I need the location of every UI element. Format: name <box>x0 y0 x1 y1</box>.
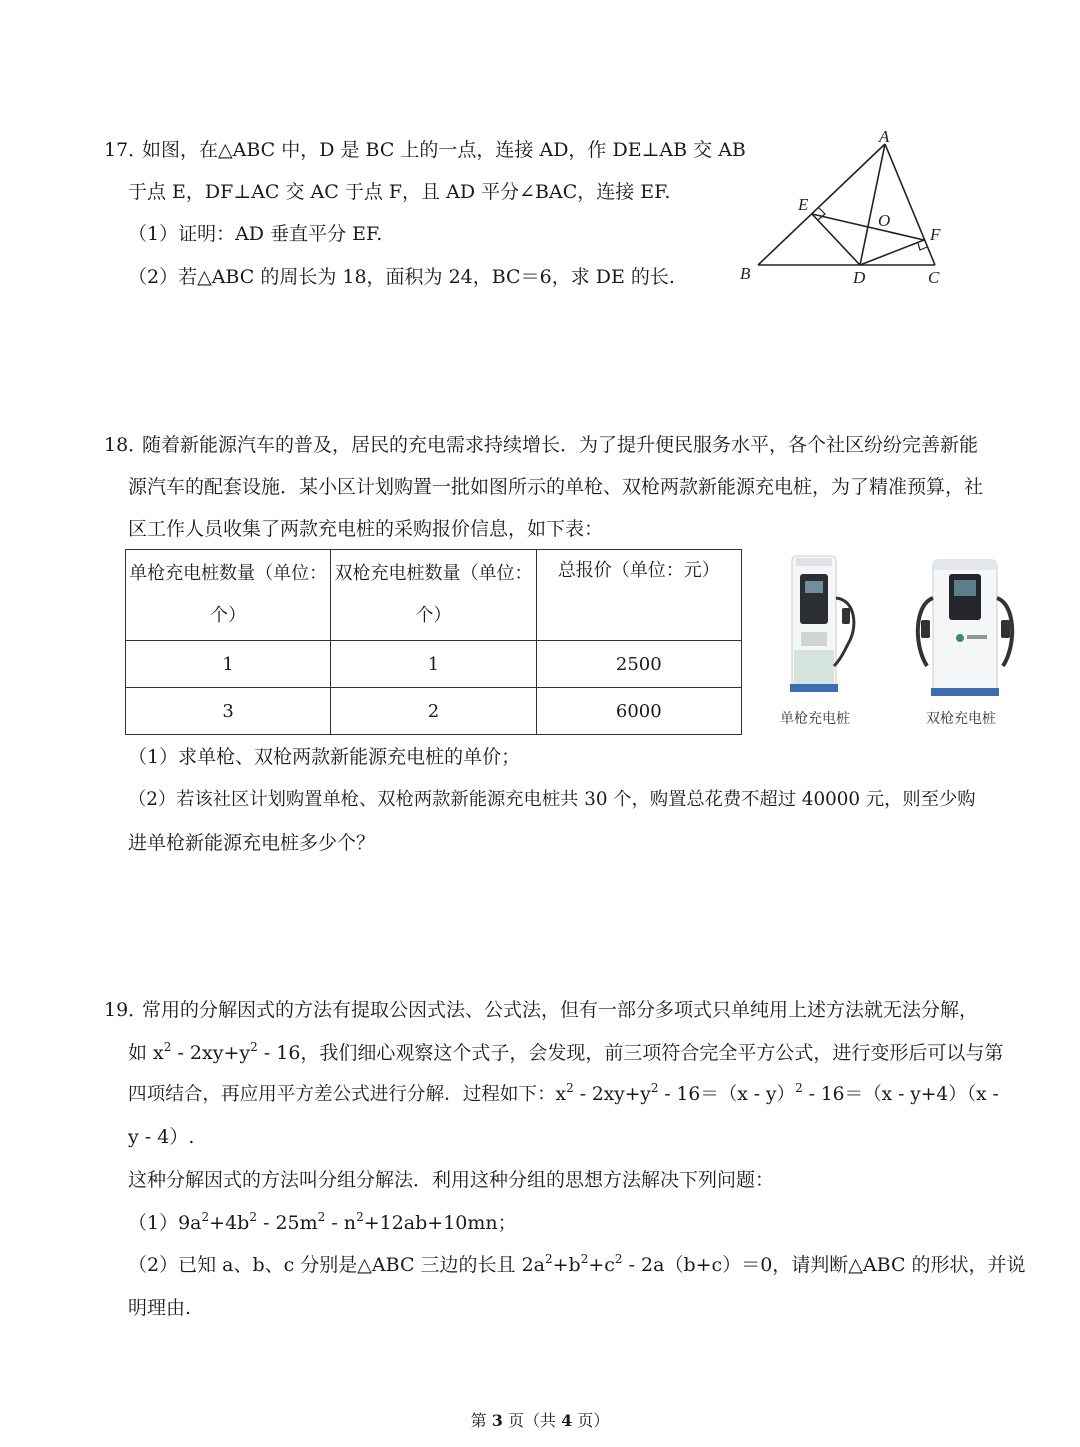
q19-line1: 常用的分解因式的方法有提取公因式法、公式法，但有一部分多项式只单纯用上述方法就无法分解， <box>142 999 979 1021</box>
table-row <box>126 641 742 688</box>
single-gun-caption: 单枪充电桩 <box>780 711 850 727</box>
q17-line1: 如图，在△ABC 中，D 是 BC 上的一点，连接 AD，作 DE⊥AB 交 AB <box>142 139 746 161</box>
label-a: A <box>879 128 890 146</box>
q17-number: 17． <box>104 139 148 161</box>
label-b: B <box>740 264 751 283</box>
current-page-number: 3 <box>491 1411 503 1430</box>
q18-part2-line1: （2）若该社区计划购置单枪、双枪两款新能源充电桩共 30 个，购置总花费不超过 40000 元，则至少购 <box>128 789 976 810</box>
q17-line2: 于点 E，DF⊥AC 交 AC 于点 F，且 AD 平分∠BAC，连接 EF. <box>128 181 671 203</box>
q18-part2-line2: 进单枪新能源充电桩多少个？ <box>128 832 376 854</box>
q18-line3: 区工作人员收集了两款充电桩的采购报价信息，如下表： <box>128 518 604 540</box>
segment-df <box>860 240 924 265</box>
double-gun-caption: 双枪充电桩 <box>926 711 996 727</box>
q19-line3: 四项结合，再应用平方差公式进行分解．过程如下：$x^2 - 2xy+y^2 - 16=(x - y)^2 - 16=(x - y+4)(x$ - <box>128 1081 999 1105</box>
table-cell: 6000 <box>536 688 741 735</box>
right-angle-e <box>818 208 825 220</box>
q19-number: 19． <box>104 999 148 1021</box>
segment-ad <box>860 144 885 265</box>
q19-line4: y - 4）. <box>128 1126 195 1148</box>
label-c: C <box>928 268 940 287</box>
table-cell: 1 <box>331 641 536 688</box>
table-cell: 3 <box>126 688 331 735</box>
table-cell: 1 <box>126 641 331 688</box>
q18-line1: 随着新能源汽车的普及，居民的充电需求持续增长．为了提升便民服务水平，各个社区纷纷完善新能 <box>142 434 979 456</box>
page-footer: 第 3 页（共 4 页） <box>470 1411 610 1430</box>
q19-line2: 如 $x^2 - 2xy+y^2 - 16$，我们细心观察这个式子，会发现，前三项符合完全平方公式，进行变形后可以与第 <box>128 1040 1004 1064</box>
q19-part1: $(1)9a^2+4b^2 - 25m^2 - n^2+12ab+10mn$； <box>128 1210 517 1234</box>
side-ab <box>758 144 885 265</box>
table-header-row <box>126 550 742 641</box>
quote-table <box>125 549 742 735</box>
label-d: D <box>853 268 866 287</box>
header-total-price: 总报价（单位：元） <box>536 550 741 641</box>
q19-line5: 这种分解因式的方法叫分组分解法．利用这种分组的思想方法解决下列问题： <box>128 1169 775 1191</box>
q17-part2: （2）若△ABC 的周长为 18，面积为 24，BC＝6，求 DE 的长. <box>128 266 675 288</box>
label-f: F <box>930 225 941 244</box>
label-o: O <box>878 211 891 230</box>
segment-ef <box>812 214 924 240</box>
table-cell: 2 <box>331 688 536 735</box>
q19-part2-line2: 明理由. <box>128 1297 192 1319</box>
table-row <box>126 688 742 735</box>
q18-line2: 源汽车的配套设施．某小区计划购置一批如图所示的单枪、双枪两款新能源充电桩，为了精准预算，社 <box>128 476 984 498</box>
table-cell: 2500 <box>536 641 741 688</box>
label-e: E <box>798 195 809 214</box>
side-ac <box>885 144 935 265</box>
q18-number: 18． <box>104 434 148 456</box>
q17-part1: （1）证明：AD 垂直平分 EF. <box>128 223 383 245</box>
triangle-figure <box>730 128 960 288</box>
q19-part2: （2）已知 a、b、c 分别是△ABC 三边的长且 $2a^2+b^2+c^2 - 2a(b+c)=0$，请判断△ABC 的形状，并说 <box>128 1252 1026 1276</box>
header-double-count: 双枪充电桩数量（单位： 个） <box>331 550 536 641</box>
single-gun-charger-image <box>770 548 870 703</box>
segment-de <box>812 214 860 265</box>
total-page-number: 4 <box>561 1411 573 1430</box>
double-gun-charger-image <box>905 548 1025 703</box>
header-single-count: 单枪充电桩数量（单位： 个） <box>126 550 331 641</box>
q18-part1: （1）求单枪、双枪两款新能源充电桩的单价； <box>128 746 521 768</box>
